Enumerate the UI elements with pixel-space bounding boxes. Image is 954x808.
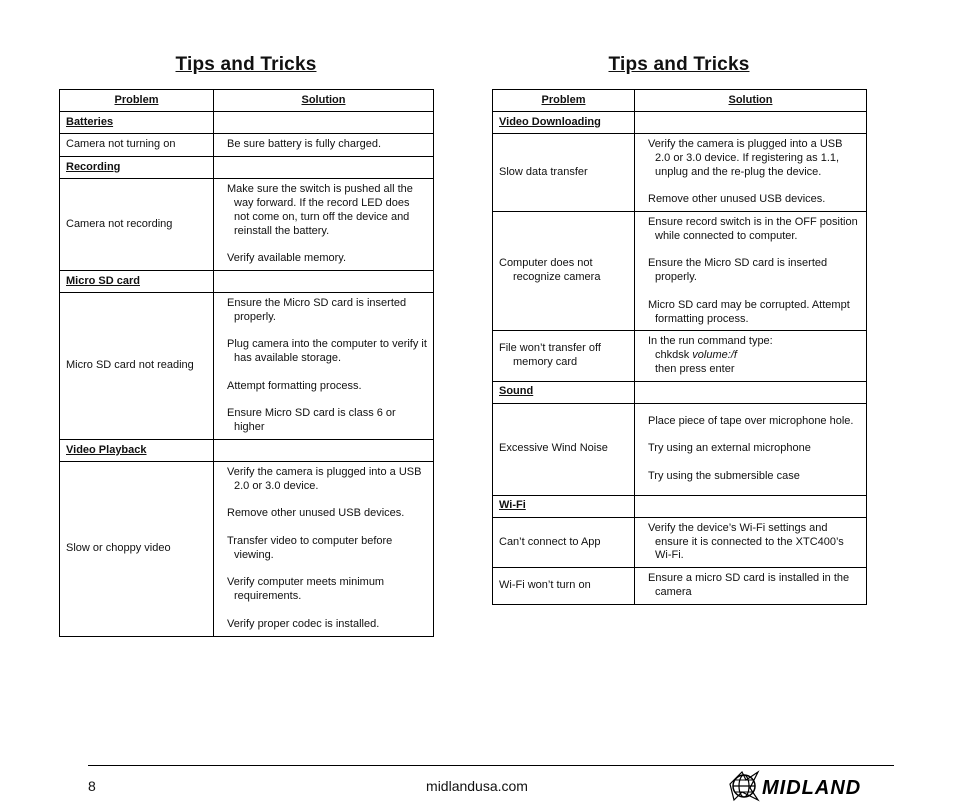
solution-text: Ensure the Micro SD card is inserted properly. (227, 297, 407, 323)
category-row (60, 271, 434, 293)
category-row (493, 495, 867, 517)
solution-text: Verify available memory. (227, 252, 347, 265)
solution-text: Micro SD card may be corrupted. Attempt formatting process. (648, 298, 850, 325)
category-label: Video Downloading (493, 112, 635, 134)
problem-cell: Camera not recording (60, 179, 214, 271)
category-label: Sound (493, 381, 635, 403)
solution-cell (214, 293, 434, 440)
problem-cell: Can’t connect to App (493, 517, 635, 567)
category-row (60, 440, 434, 462)
solution-text: Try using the submersible case (648, 469, 800, 482)
problem-column-header: Problem (60, 90, 214, 112)
solution-text: Verify computer meets minimum requirements. (227, 576, 385, 603)
table-header-row (493, 90, 867, 112)
category-label: Micro SD card (60, 271, 214, 293)
table-row (493, 212, 867, 331)
category-label: Video Playback (60, 440, 214, 462)
problem-column-header: Problem (493, 90, 635, 112)
problem-cell: Computer does not recognize camera (493, 212, 635, 331)
category-label: Recording (60, 157, 214, 179)
solution-text: Try using an external microphone (648, 442, 811, 455)
table-row (493, 568, 867, 605)
problem-cell: Excessive Wind Noise (493, 403, 635, 495)
solution-cell (635, 403, 867, 495)
right-page-title: Tips and Tricks (608, 54, 750, 75)
category-label: Wi-Fi (493, 495, 635, 517)
table-row (493, 403, 867, 495)
logo-text: MIDLAND (762, 777, 862, 799)
category-row (60, 157, 434, 179)
solution-text: Remove other unused USB devices. (648, 193, 826, 206)
right-tips-table (492, 89, 867, 605)
problem-cell: File won’t transfer off memory card (493, 331, 635, 381)
solution-text: Ensure record switch is in the OFF position while connected to computer. (648, 216, 858, 242)
table-row (60, 462, 434, 637)
problem-cell: Wi-Fi won’t turn on (493, 568, 635, 605)
solution-cell (635, 517, 867, 567)
website-url: midlandusa.com (426, 778, 528, 794)
solution-cell (635, 568, 867, 605)
table-row (60, 179, 434, 271)
solution-text: Be sure battery is fully charged. (227, 138, 382, 151)
solution-cell (214, 134, 434, 157)
left-page-title: Tips and Tricks (175, 54, 317, 75)
solution-cell (635, 212, 867, 331)
problem-cell: Camera not turning on (60, 134, 214, 157)
left-tips-table (59, 89, 434, 637)
category-row (493, 381, 867, 403)
midland-logo (728, 770, 898, 802)
solution-column-header: Solution (214, 90, 434, 112)
solution-text: Ensure the Micro SD card is inserted properly. (648, 257, 828, 284)
table-row (493, 517, 867, 567)
problem-cell: Micro SD card not reading (60, 293, 214, 440)
problem-cell: Slow data transfer (493, 134, 635, 212)
solution-text: Verify the device’s Wi-Fi settings and ensure it is connected to the XTC400’s Wi-Fi. (648, 521, 844, 562)
table-row (493, 134, 867, 212)
problem-cell: Slow or choppy video (60, 462, 214, 637)
solution-text: Remove other unused USB devices. (227, 507, 405, 520)
solution-text: Verify the camera is plugged into a USB 2.0 or 3.0 device. If registering as 1.1, unplug and the re-plug the device. (648, 138, 843, 178)
solution-text: Make sure the switch is pushed all the way forward. If the record LED does not come on, turn off the device and reinstall the battery. (227, 183, 413, 237)
table-row (60, 293, 434, 440)
table-header-row (60, 90, 434, 112)
solution-text: Transfer video to computer before viewing. (227, 534, 393, 561)
solution-text: Verify proper codec is installed. (227, 617, 380, 630)
globe-icon (730, 772, 758, 800)
page-number: 8 (88, 778, 96, 794)
footer-divider (88, 765, 894, 766)
solution-text: Ensure a micro SD card is installed in the camera (648, 572, 850, 598)
solution-column-header: Solution (635, 90, 867, 112)
solution-text: Plug camera into the computer to verify it has available storage. (227, 338, 427, 365)
solution-text: In the run command type: chkdsk volume:/f then press enter (648, 335, 773, 375)
table-row (60, 134, 434, 157)
solution-text: Place piece of tape over microphone hole. (648, 414, 854, 427)
solution-text: Verify the camera is plugged into a USB 2.0 or 3.0 device. (227, 466, 422, 492)
solution-cell (635, 134, 867, 212)
solution-text: Ensure Micro SD card is class 6 or higher (227, 407, 396, 434)
table-row (493, 331, 867, 381)
category-label: Batteries (60, 112, 214, 134)
category-row (60, 112, 434, 134)
solution-cell (214, 179, 434, 271)
solution-text: Attempt formatting process. (227, 379, 362, 392)
solution-cell (635, 331, 867, 381)
solution-cell (214, 462, 434, 637)
category-row (493, 112, 867, 134)
